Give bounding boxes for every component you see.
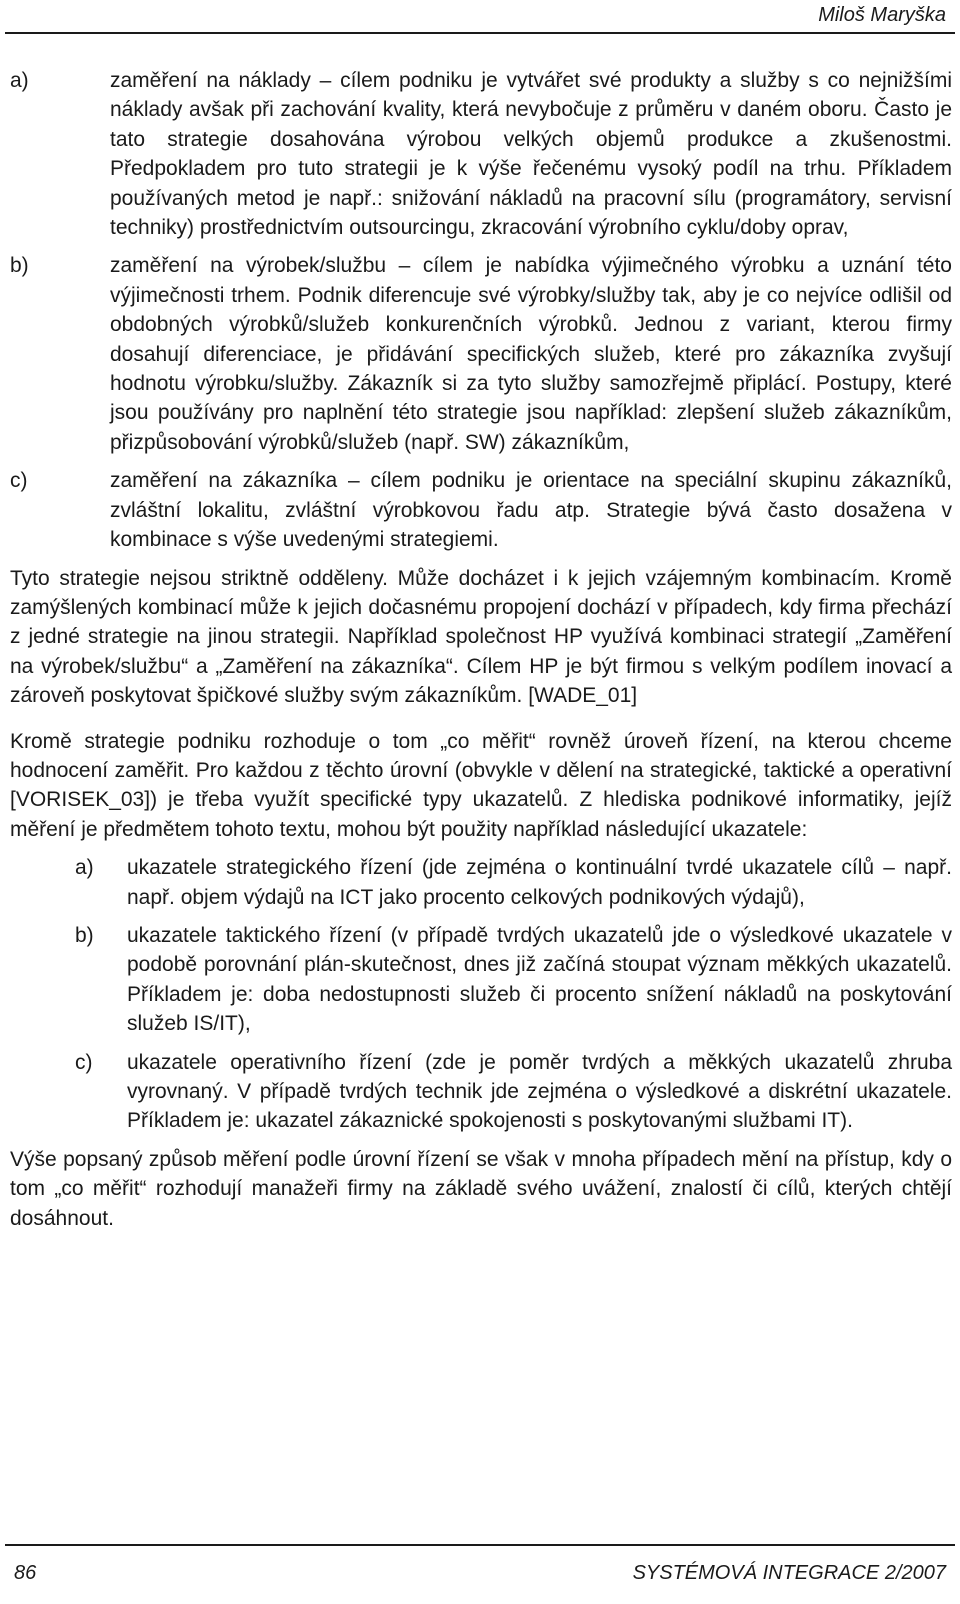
paragraph-strategy-combinations: Tyto strategie nejsou striktně odděleny. Může docházet i k jejich vzájemným kombinacím. Kromě zamýšlených kombinací může k jejich dočasnému propojení dochází v případech, kdy firma přechází z jedné strategie na jinou strategii. Například společnost HP využívá kombinaci strategií „Zaměření na výrobek/službu“ a „Zaměření na zákazníka“. Cílem HP je být firmou s velkým podílem inovací a zároveň poskytovat špičkové služby svým zákazníkům. [WADE_01] (10, 566, 952, 708)
header-divider (5, 32, 955, 34)
indicator-list-item (75, 853, 952, 912)
list-item-text: ukazatele strategického řízení (jde zejména o kontinuální tvrdé ukazatele cílů – např. např. objem výdajů na ICT jako procento celkových podnikových výdajů), (127, 856, 952, 909)
paragraph-management-levels: Kromě strategie podniku rozhoduje o tom „co měřit“ rovněž úroveň řízení, na kterou chceme hodnocení zaměřit. Pro každou z těchto úrovní (obvykle v dělení na strategické, taktické a operativní [VORISEK_03]) je třeba využít specifické typy ukazatelů. Z hlediska podnikové informatiky, jejíž měření je předmětem tohoto textu, mohou být použity například následující ukazatele: (10, 729, 952, 841)
strategy-list-item (10, 466, 952, 554)
list-item-text: zaměření na zákazníka – cílem podniku je orientace na speciální skupinu zákazníků, zvláštní lokalitu, zvláštní výrobkovou řadu atp. Strategie bývá často dosažena v kombinace s výše uvedenými strategiemi. (110, 469, 952, 552)
page-body (10, 66, 952, 1233)
list-item-text: zaměření na výrobek/službu – cílem je nabídka výjimečného výrobku a uznání této výjimečnosti trhem. Podnik diferencuje své výrobky/služby tak, aby je co nejvíce odlišil od obdobných výrobků/služeb konkurenčních výrobků. Jednou z variant, kterou firmy dosahují diferenciace, je přidávání specifických služeb, které pro zákazníka zvyšují hodnotu výrobku/služby. Zákazník si za tyto služby samozřejmě připlácí. Postupy, které jsou používány pro naplnění této strategie jsou například: zlepšení služeb zákazníkům, přizpůsobování výrobků/služeb (např. SW) zákazníkům, (110, 254, 952, 454)
header-author: Miloš Maryška (818, 4, 946, 26)
indicator-list (75, 853, 952, 1136)
list-item-label: b) (10, 254, 29, 278)
page-number: 86 (14, 1562, 37, 1584)
strategy-list-item (10, 66, 952, 242)
journal-title: SYSTÉMOVÁ INTEGRACE 2/2007 (632, 1562, 946, 1584)
page-header (0, 0, 960, 34)
list-item-label: c) (75, 1050, 93, 1074)
list-item-label: a) (75, 856, 94, 880)
page-footer (0, 1544, 960, 1604)
footer-divider (5, 1544, 955, 1546)
list-item-label: c) (10, 469, 28, 493)
list-item-label: a) (10, 69, 29, 92)
list-item-text: ukazatele taktického řízení (v případě tvrdých ukazatelů jde o výsledkové ukazatele v podobě porovnání plán-skutečnost, dnes již začíná stoupat význam měkkých ukazatelů. Příkladem je: doba nedostupnosti služeb či procento snížení nákladů na poskytování služeb IS/IT), (127, 923, 952, 1036)
list-item-text: ukazatele operativního řízení (zde je poměr tvrdých a měkkých ukazatelů zhruba vyrovnaný. V případě tvrdých technik jde zejména o výsledkové a diskrétní ukazatele. Příkladem je: ukazatel zákaznické spokojenosti s poskytovanými službami IT). (127, 1050, 952, 1133)
indicator-list-item (75, 1048, 952, 1136)
list-item-label: b) (75, 923, 94, 947)
indicator-list-item (75, 921, 952, 1039)
paragraph-measurement-approach: Výše popsaný způsob měření podle úrovní řízení se však v mnoha případech mění na přístup, kdy o tom „co měřit“ rozhodují manažeři firmy na základě svého uvážení, znalostí či cílů, kterých chtějí dosáhnout. (10, 1147, 952, 1230)
list-item-text: zaměření na náklady – cílem podniku je vytvářet své produkty a služby s co nejnižšími náklady avšak při zachování kvality, která nevybočuje z průměru v daném oboru. Často je tato strategie dosahována výrobou velkých objemů produkce a zkušenostmi. Předpokladem pro tuto strategii je k výše řečenému vysoký podíl na trhu. Příkladem používaných metod je např.: snižování nákladů na pracovní sílu (programátory, servisní techniky) prostřednictvím outsourcingu, zkracování výrobního cyklu/doby oprav, (110, 69, 952, 240)
strategy-list-item (10, 251, 952, 457)
